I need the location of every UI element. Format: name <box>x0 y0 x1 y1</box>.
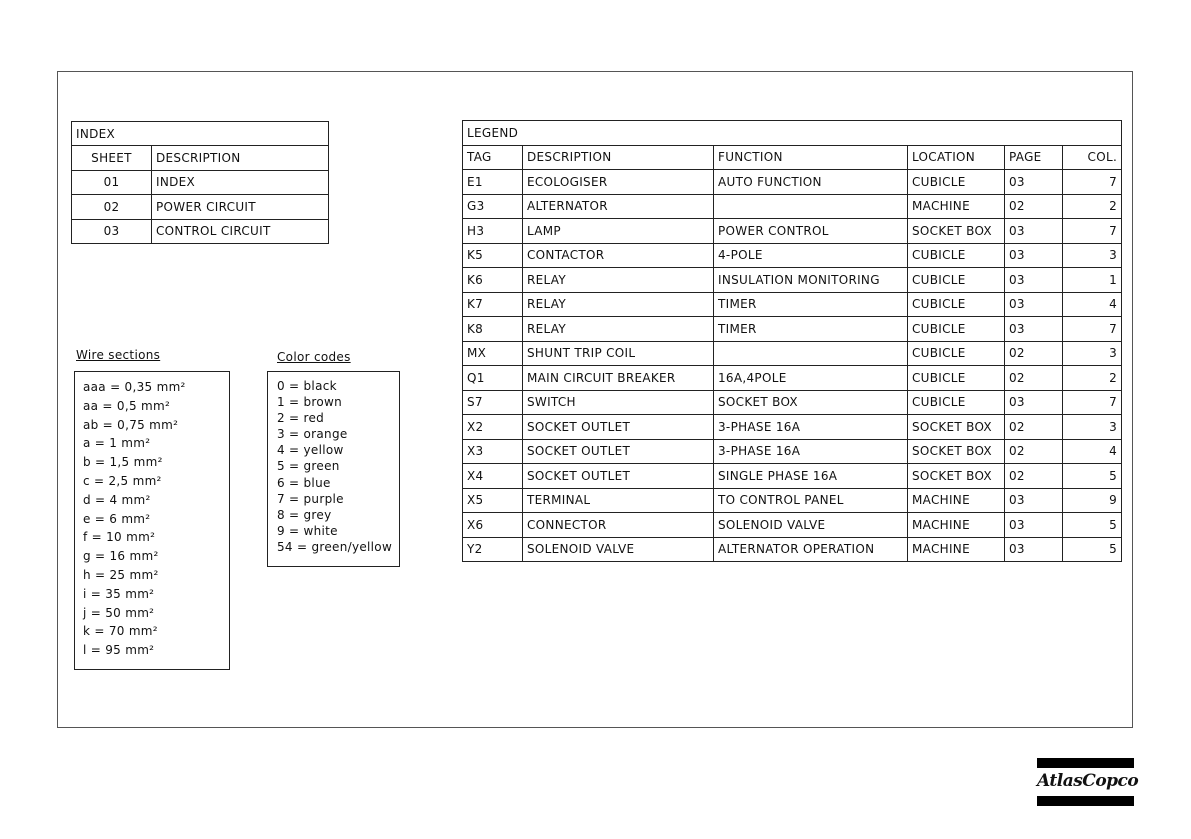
legend-cell-tag: Q1 <box>463 366 523 391</box>
legend-cell-tag: X6 <box>463 513 523 538</box>
color-codes-title: Color codes <box>277 350 351 364</box>
legend-cell-location: SOCKET BOX <box>908 464 1005 489</box>
legend-cell-page: 02 <box>1005 464 1063 489</box>
index-row <box>72 170 329 194</box>
legend-header-function: FUNCTION <box>714 145 908 170</box>
legend-row <box>463 170 1122 195</box>
legend-cell-function: 3-PHASE 16A <box>714 439 908 464</box>
color-code-item: 2 = red <box>277 411 325 426</box>
index-title-row <box>72 122 329 146</box>
legend-header-location: LOCATION <box>908 145 1005 170</box>
legend-cell-page: 03 <box>1005 170 1063 195</box>
legend-cell-col: 7 <box>1063 390 1122 415</box>
logo-text: AtlasCopco <box>1037 771 1139 791</box>
logo-top-bar <box>1037 758 1134 768</box>
wire-section-item: d = 4 mm² <box>83 492 151 507</box>
wire-section-item: aa = 0,5 mm² <box>83 398 171 413</box>
legend-cell-page: 03 <box>1005 513 1063 538</box>
legend-cell-tag: X2 <box>463 415 523 440</box>
legend-cell-description: MAIN CIRCUIT BREAKER <box>523 366 714 391</box>
legend-header-description: DESCRIPTION <box>523 145 714 170</box>
legend-cell-function <box>714 194 908 219</box>
legend-cell-col: 5 <box>1063 537 1122 562</box>
legend-row <box>463 317 1122 342</box>
legend-cell-page: 02 <box>1005 439 1063 464</box>
legend-cell-location: CUBICLE <box>908 170 1005 195</box>
legend-row <box>463 292 1122 317</box>
legend-cell-description: CONNECTOR <box>523 513 714 538</box>
legend-cell-description: ECOLOGISER <box>523 170 714 195</box>
legend-cell-page: 03 <box>1005 390 1063 415</box>
legend-row <box>463 194 1122 219</box>
legend-cell-function: 16A,4POLE <box>714 366 908 391</box>
wire-section-item: g = 16 mm² <box>83 549 159 564</box>
legend-cell-function: TO CONTROL PANEL <box>714 488 908 513</box>
legend-header-col: COL. <box>1063 145 1122 170</box>
legend-cell-tag: S7 <box>463 390 523 415</box>
legend-row <box>463 268 1122 293</box>
legend-cell-function: POWER CONTROL <box>714 219 908 244</box>
legend-cell-function: ALTERNATOR OPERATION <box>714 537 908 562</box>
legend-cell-page: 02 <box>1005 341 1063 366</box>
legend-cell-tag: X5 <box>463 488 523 513</box>
wire-section-item: c = 2,5 mm² <box>83 473 162 488</box>
legend-cell-location: MACHINE <box>908 513 1005 538</box>
legend-cell-tag: X3 <box>463 439 523 464</box>
color-code-item: 8 = grey <box>277 507 332 522</box>
legend-cell-tag: K6 <box>463 268 523 293</box>
legend-cell-location: SOCKET BOX <box>908 219 1005 244</box>
legend-cell-location: CUBICLE <box>908 243 1005 268</box>
legend-cell-description: RELAY <box>523 292 714 317</box>
legend-cell-tag: MX <box>463 341 523 366</box>
legend-cell-function: AUTO FUNCTION <box>714 170 908 195</box>
legend-cell-description: RELAY <box>523 268 714 293</box>
legend-cell-col: 7 <box>1063 317 1122 342</box>
legend-cell-tag: K8 <box>463 317 523 342</box>
legend-cell-location: MACHINE <box>908 537 1005 562</box>
index-header-row <box>72 146 329 170</box>
legend-title-row <box>463 121 1122 146</box>
legend-cell-tag: H3 <box>463 219 523 244</box>
index-row <box>72 195 329 219</box>
wire-section-item: aaa = 0,35 mm² <box>83 380 186 394</box>
legend-cell-description: LAMP <box>523 219 714 244</box>
legend-cell-function: SOCKET BOX <box>714 390 908 415</box>
legend-cell-page: 02 <box>1005 415 1063 440</box>
legend-row <box>463 390 1122 415</box>
legend-cell-location: MACHINE <box>908 194 1005 219</box>
legend-cell-page: 03 <box>1005 317 1063 342</box>
legend-cell-tag: Y2 <box>463 537 523 562</box>
atlas-copco-logo <box>1037 758 1139 806</box>
wire-section-item: ab = 0,75 mm² <box>83 417 179 432</box>
color-code-item: 9 = white <box>277 523 338 538</box>
index-description: CONTROL CIRCUIT <box>152 219 329 243</box>
legend-cell-page: 03 <box>1005 537 1063 562</box>
legend-cell-description: ALTERNATOR <box>523 194 714 219</box>
legend-cell-tag: G3 <box>463 194 523 219</box>
wire-sections-box <box>74 371 230 670</box>
logo-bottom-bar <box>1037 796 1134 806</box>
color-code-item: 0 = black <box>277 379 337 393</box>
legend-cell-col: 3 <box>1063 341 1122 366</box>
legend-cell-tag: E1 <box>463 170 523 195</box>
wire-section-item: k = 70 mm² <box>83 624 158 639</box>
legend-cell-description: SOCKET OUTLET <box>523 415 714 440</box>
legend-cell-location: CUBICLE <box>908 366 1005 391</box>
color-code-item: 54 = green/yellow <box>277 539 393 554</box>
index-sheet: 02 <box>72 195 152 219</box>
legend-row <box>463 243 1122 268</box>
wire-section-item: j = 50 mm² <box>83 605 155 620</box>
legend-row <box>463 464 1122 489</box>
legend-header-tag: TAG <box>463 145 523 170</box>
legend-row <box>463 439 1122 464</box>
legend-cell-page: 03 <box>1005 292 1063 317</box>
legend-cell-page: 03 <box>1005 268 1063 293</box>
legend-cell-col: 2 <box>1063 194 1122 219</box>
color-code-item: 5 = green <box>277 459 340 474</box>
color-code-item: 3 = orange <box>277 427 348 442</box>
legend-cell-function: SINGLE PHASE 16A <box>714 464 908 489</box>
legend-cell-col: 4 <box>1063 439 1122 464</box>
legend-cell-tag: K5 <box>463 243 523 268</box>
wire-section-item: a = 1 mm² <box>83 436 151 451</box>
color-code-item: 7 = purple <box>277 491 344 506</box>
legend-cell-function: 3-PHASE 16A <box>714 415 908 440</box>
wire-section-item: e = 6 mm² <box>83 511 151 526</box>
legend-cell-location: CUBICLE <box>908 317 1005 342</box>
legend-row <box>463 537 1122 562</box>
legend-cell-page: 03 <box>1005 219 1063 244</box>
index-sheet: 03 <box>72 219 152 243</box>
legend-cell-location: CUBICLE <box>908 390 1005 415</box>
legend-cell-page: 02 <box>1005 366 1063 391</box>
legend-cell-location: SOCKET BOX <box>908 415 1005 440</box>
legend-cell-description: SHUNT TRIP COIL <box>523 341 714 366</box>
legend-title: LEGEND <box>463 121 1122 146</box>
legend-cell-function: 4-POLE <box>714 243 908 268</box>
legend-cell-description: TERMINAL <box>523 488 714 513</box>
index-header-sheet: SHEET <box>72 146 152 170</box>
legend-cell-function <box>714 341 908 366</box>
legend-cell-col: 9 <box>1063 488 1122 513</box>
legend-cell-col: 7 <box>1063 170 1122 195</box>
legend-cell-tag: K7 <box>463 292 523 317</box>
legend-row <box>463 341 1122 366</box>
legend-cell-col: 5 <box>1063 513 1122 538</box>
legend-cell-col: 2 <box>1063 366 1122 391</box>
index-description: POWER CIRCUIT <box>152 195 329 219</box>
legend-cell-description: CONTACTOR <box>523 243 714 268</box>
legend-cell-function: INSULATION MONITORING <box>714 268 908 293</box>
legend-cell-location: MACHINE <box>908 488 1005 513</box>
legend-cell-col: 3 <box>1063 243 1122 268</box>
index-table <box>71 121 329 244</box>
wire-section-item: l = 95 mm² <box>83 643 155 658</box>
legend-cell-function: SOLENOID VALVE <box>714 513 908 538</box>
legend-cell-function: TIMER <box>714 292 908 317</box>
legend-cell-description: RELAY <box>523 317 714 342</box>
legend-cell-description: SOLENOID VALVE <box>523 537 714 562</box>
legend-cell-col: 1 <box>1063 268 1122 293</box>
wire-section-item: b = 1,5 mm² <box>83 455 163 470</box>
legend-table <box>462 120 1122 562</box>
legend-header-page: PAGE <box>1005 145 1063 170</box>
legend-cell-location: CUBICLE <box>908 341 1005 366</box>
legend-cell-description: SOCKET OUTLET <box>523 464 714 489</box>
color-code-item: 6 = blue <box>277 475 331 490</box>
legend-header-row <box>463 145 1122 170</box>
legend-cell-page: 02 <box>1005 194 1063 219</box>
index-header-description: DESCRIPTION <box>152 146 329 170</box>
color-codes-box <box>267 371 400 567</box>
legend-cell-page: 03 <box>1005 243 1063 268</box>
legend-cell-col: 4 <box>1063 292 1122 317</box>
index-description: INDEX <box>152 170 329 194</box>
legend-cell-col: 3 <box>1063 415 1122 440</box>
legend-cell-page: 03 <box>1005 488 1063 513</box>
wire-section-item: h = 25 mm² <box>83 567 159 582</box>
legend-row <box>463 366 1122 391</box>
wire-section-item: i = 35 mm² <box>83 586 155 601</box>
index-title: INDEX <box>72 122 329 146</box>
legend-cell-location: CUBICLE <box>908 268 1005 293</box>
legend-cell-function: TIMER <box>714 317 908 342</box>
legend-row <box>463 513 1122 538</box>
legend-cell-location: SOCKET BOX <box>908 439 1005 464</box>
legend-cell-description: SWITCH <box>523 390 714 415</box>
wire-section-item: f = 10 mm² <box>83 530 156 545</box>
legend-cell-col: 5 <box>1063 464 1122 489</box>
color-code-item: 1 = brown <box>277 395 343 410</box>
legend-row <box>463 219 1122 244</box>
index-sheet: 01 <box>72 170 152 194</box>
legend-cell-col: 7 <box>1063 219 1122 244</box>
legend-cell-description: SOCKET OUTLET <box>523 439 714 464</box>
legend-cell-location: CUBICLE <box>908 292 1005 317</box>
legend-row <box>463 488 1122 513</box>
color-code-item: 4 = yellow <box>277 443 344 458</box>
legend-cell-tag: X4 <box>463 464 523 489</box>
wire-sections-title: Wire sections <box>76 348 161 362</box>
index-row <box>72 219 329 243</box>
legend-row <box>463 415 1122 440</box>
